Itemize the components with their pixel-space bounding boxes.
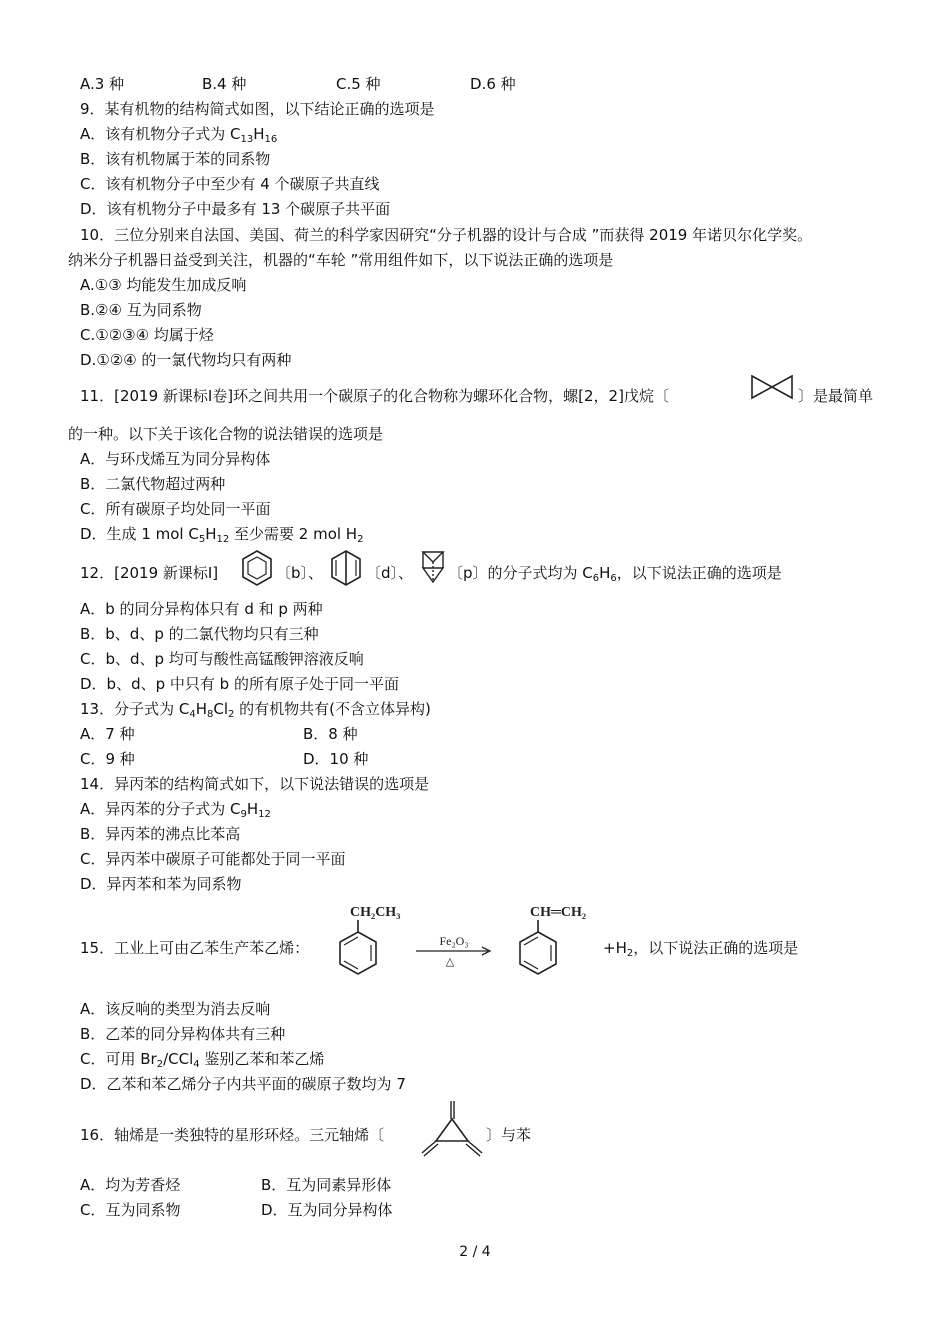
- q12-option-d: D．b、d、p 中只有 b 的所有原子处于同一平面: [80, 675, 399, 693]
- q15-option-d: D．乙苯和苯乙烯分子内共平面的碳原子数均为 7: [80, 1075, 406, 1093]
- dewar-benzene-d-structure-image: [329, 548, 363, 588]
- q12-label-p-and-formula: 〔p〕的分子式均为 $C_6H_6$，以下说法正确的选项是: [448, 564, 782, 584]
- q14-option-b: B．异丙苯的沸点比苯高: [80, 825, 241, 843]
- q12-option-a: A．b 的同分异构体只有 d 和 p 两种: [80, 600, 323, 618]
- q13-option-d: D．10 种: [303, 750, 369, 768]
- q8-option-a: A.3 种: [80, 75, 125, 93]
- q10-stem-line1: 10．三位分别来自法国、美国、荷兰的科学家因研究“分子机器的设计与合成 ”而获得 2019 年诺贝尔化学奖。: [80, 226, 813, 244]
- q11-stem-pre: 11．[2019 新课标Ⅰ卷]环之间共用一个碳原子的化合物称为螺环化合物，螺[2，2]戊烷〔: [80, 387, 669, 405]
- q10-option-a: A.①③ 均能发生加成反响: [80, 276, 247, 294]
- prismane-p-structure-image: [420, 548, 446, 588]
- q9-stem: 9．某有机物的结构简式如图，以下结论正确的选项是: [80, 100, 435, 118]
- q12-label-d: 〔d〕、: [366, 564, 414, 582]
- q15-stem: 15．工业上可由乙苯生产苯乙烯：: [80, 939, 310, 957]
- q8-option-c: C.5 种: [336, 75, 381, 93]
- q11-option-a: A．与环戊烯互为同分异构体: [80, 450, 271, 468]
- q11-stem-post: 〕是最简单: [798, 387, 874, 405]
- page-number: 2 / 4: [459, 1244, 491, 1260]
- q10-option-c: C.①②③④ 均属于烃: [80, 326, 214, 344]
- styrene-structure-image: [514, 900, 604, 988]
- q10-option-d: D.①②④ 的一氯代物均只有两种: [80, 351, 292, 369]
- q8-option-b: B.4 种: [202, 75, 247, 93]
- q14-option-d: D．异丙苯和苯为同系物: [80, 875, 242, 893]
- catalyst-label: Fe₂O₃: [439, 934, 469, 948]
- q11-option-b: B．二氯代物超过两种: [80, 475, 226, 493]
- q12-label-b: 〔b〕、: [276, 564, 324, 582]
- q9-option-a: A．该有机物分子式为 $C_{13}H_{16}$: [80, 125, 278, 145]
- spiropentane-structure-image: [748, 372, 796, 402]
- q13-option-b: B．8 种: [303, 725, 358, 743]
- q13-option-c: C．9 种: [80, 750, 135, 768]
- q16-stem-pre: 16．轴烯是一类独特的星形环烃。三元轴烯〔: [80, 1126, 385, 1144]
- q12-option-c: C．b、d、p 均可与酸性高锰酸钾溶液反响: [80, 650, 364, 668]
- q8-option-d: D.6 种: [470, 75, 516, 93]
- radialene-structure-image: [420, 1097, 484, 1159]
- q9-option-b: B．该有机物属于苯的同系物: [80, 150, 271, 168]
- q9-option-d: D．该有机物分子中最多有 13 个碳原子共平面: [80, 200, 391, 218]
- reaction-arrow: [414, 932, 494, 968]
- q15-option-a: A．该反响的类型为消去反响: [80, 1000, 271, 1018]
- ethylbenzene-structure-image: [330, 900, 414, 988]
- q14-stem: 14．异丙苯的结构简式如下，以下说法错误的选项是: [80, 775, 430, 793]
- q16-option-a: A．均为芳香烃: [80, 1176, 181, 1194]
- q13-option-a: A．7 种: [80, 725, 135, 743]
- q15-option-b: B．乙苯的同分异构体共有三种: [80, 1025, 286, 1043]
- q14-option-c: C．异丙苯中碳原子可能都处于同一平面: [80, 850, 346, 868]
- q14-option-a: A．异丙苯的分子式为 $C_9H_{12}$: [80, 800, 271, 820]
- benzene-b-structure-image: [240, 548, 274, 588]
- q9-option-c: C．该有机物分子中至少有 4 个碳原子共直线: [80, 175, 380, 193]
- q12-stem-pre: 12．[2019 新课标Ⅰ]: [80, 564, 219, 582]
- q16-option-c: C．互为同系物: [80, 1201, 181, 1219]
- q10-option-b: B.②④ 互为同系物: [80, 301, 202, 319]
- vinyl-group-label: CH═CH₂: [530, 905, 587, 920]
- q11-option-c: C．所有碳原子均处同一平面: [80, 500, 271, 518]
- q13-stem: 13．分子式为 $C_4H_8Cl_2$ 的有机物共有(不含立体异构): [80, 700, 431, 720]
- q11-stem-line2: 的一种。以下关于该化合物的说法错误的选项是: [68, 425, 384, 443]
- q12-option-b: B．b、d、p 的二氯代物均只有三种: [80, 625, 319, 643]
- q11-option-d: D．生成 1 mol $C_5H_{12}$ 至少需要 2 mol $H_2$: [80, 525, 364, 545]
- q16-option-b: B．互为同素异形体: [261, 1176, 392, 1194]
- ethyl-group-label: CH₂CH₃: [350, 905, 401, 920]
- q15-stem-post: $+H_2$，以下说法正确的选项是: [603, 939, 799, 959]
- q16-option-d: D．互为同分异构体: [261, 1201, 393, 1219]
- q16-stem-post: 〕与苯: [486, 1126, 532, 1144]
- heat-label: △: [445, 955, 455, 968]
- q15-option-c: C．可用 $Br_2/CCl_4$ 鉴别乙苯和苯乙烯: [80, 1050, 325, 1070]
- q10-stem-line2: 纳米分子机器日益受到关注，机器的“车轮 ”常用组件如下，以下说法正确的选项是: [68, 251, 614, 269]
